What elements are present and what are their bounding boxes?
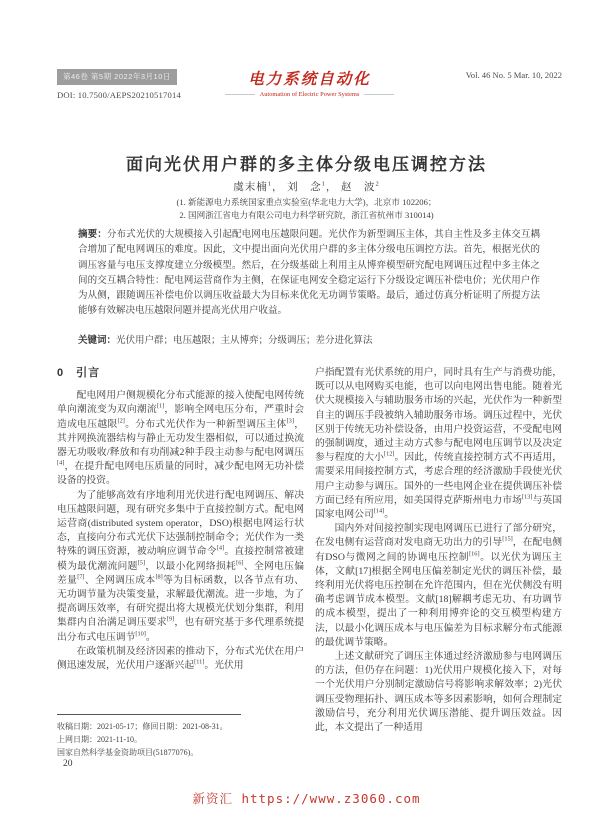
paper-title: 面向光伏用户群的多主体分级电压调控方法 [126, 155, 487, 174]
journal-logo [225, 66, 395, 98]
right-column [315, 366, 562, 758]
affiliations [0, 196, 613, 222]
paragraph: 在政策机制及经济因素的推动下，分布式光伏在用户侧迅速发展，光伏用户逐渐兴起[11]。光伏用 [57, 645, 304, 672]
issue-badge: 第46卷 第5期 2022年3月10日 [57, 69, 177, 85]
volume-info: Vol. 46 No. 5 Mar. 10, 2022 [465, 70, 562, 80]
journal-logo-en: Automation of Electric Power Systems [259, 91, 360, 98]
author-affiliation-marker: 2 [375, 180, 380, 188]
author-separator: ， [272, 182, 284, 193]
author-separator: ， [325, 182, 338, 193]
footnote-funding: 国家自然科学基金资助项目(51877076)。 [57, 748, 199, 757]
footnote-rule [57, 714, 241, 715]
footnote-online-date: 上网日期：2021-11-10。 [57, 735, 143, 744]
keywords-label: 关键词： [78, 335, 117, 346]
author-affiliation-marker: 1 [267, 180, 272, 188]
logo-rule-left [225, 94, 255, 95]
watermark-link[interactable]: 新资汇 https://www.z3060.com [192, 791, 421, 806]
section-heading-introduction: 0 引言 [57, 367, 101, 379]
journal-logo-cn: 电力系统自动化 [248, 71, 371, 88]
author-name: 刘 念$^1$ [287, 180, 326, 193]
body-columns [57, 366, 562, 758]
authors-line [0, 179, 613, 194]
abstract-label: 摘要： [78, 229, 107, 240]
header-left [57, 66, 225, 100]
paragraph: 户指配置有光伏系统的用户，同时具有生产与消费功能，既可以从电网购买电能，也可以向电网出售电能。随着光伏大规模接入与辅助服务市场的兴起，光伏作为一种新型自主的调压手段被纳入辅助服务市场。调压过程中，光伏区别于传统无功补偿设备，由用户投资运营，不受配电网的强制调度，通过主动方式参与配电网电压调节以及决定参与程度的大小[12]。因此，传统直接控制方式不再适用，需要采用间接控制方式，考虑合理的经济激励手段使光伏用户主动参与调压。国外的一些电网企业在提供调压补偿方面已经有所应用，如美国得克萨斯州电力市场[13]与英国国家电网公司[14]。 [315, 367, 562, 521]
author-name: 虞末楠$^1$ [233, 180, 272, 193]
paragraph: 配电网用户侧规模化分布式能源的接入使配电网传统单向潮流变为双向潮流[1]，影响全网电压分布，严重时会造成电压越限[2]。分布式光伏作为一种新型调压主体[3]，其并网换流器结构与静止无功发生器相似，可以通过换流器无功吸收/释放和有功削减2种手段主动参与配电网调压[4]，在提升配电网电压质量的同时，减少配电网无功补偿设备的投资。 [57, 390, 304, 487]
footnotes-block [57, 714, 307, 759]
paragraph: 国内外对间接控制实现电网调压已进行了部分研究，在发电侧有运营商对发电商无功出力的引导[15]，在配电侧有DSO与微网之间的协调电压控制[16]。以光伏为调压主体，文献[17]根据全网电压偏差制定光伏的调压补偿，最终利用光伏将电压控制在允许范围内，但在光伏侧没有明确考虑调节成本模型。文献[18]解耦考虑无功、有功调节的成本模型，提出了一种利用博弈论的交互模型构建方法，以最小化调压成本与电压偏差为目标求解分布式能源的最优调节策略。 [315, 523, 562, 648]
doi-text: DOI: 10.7500/AEPS20210517014 [57, 89, 182, 100]
keywords-text: 光伏用户群；电压越限；主从博弈；分级调压；差分进化算法 [116, 336, 373, 346]
page-number: 20 [63, 759, 73, 769]
paragraph: 上述文献研究了调压主体通过经济激励参与电网调压的方法，但仍存在问题：1)光伏用户规模化接入下，对每一个光伏用户分别制定激励信号将影响求解效率；2)光伏调压受物理拓扑、调压成本等多因素影响，如何合理制定激励信号，充分利用光伏调压潜能、提升调压效益。因此，本文提出了一种适用 [315, 651, 562, 734]
author-name: 赵 波$^2$ [341, 180, 380, 193]
page-header [57, 66, 562, 100]
watermark [0, 789, 613, 808]
author-affiliation-marker: 1 [321, 180, 326, 188]
keywords-block [78, 333, 540, 349]
affiliation-line-2: 2. 国网浙江省电力有限公司电力科学研究院，浙江省杭州市 310014) [179, 210, 434, 220]
abstract-block [78, 227, 540, 320]
abstract-text: 分布式光伏的大规模接入引起配电网电压越限问题。光伏作为新型调压主体，其自主性及多主体交互耦合增加了配电网调压的难度。因此，文中提出面向光伏用户群的多主体分级电压调控方法。首先，根据光伏的调压容量与电压支撑度建立分级模型。然后，在分级基础上利用主从博弈模型研究配电网调压过程中多主体之间的交互耦合特性：配电网运营商作为主侧，在保证电网安全稳定运行下分级设定调压补偿电价；光伏用户作为从侧，跟随调压补偿电价以调压收益最大为目标来优化无功调节策略。最后，通过仿真分析证明了所提方法能够有效解决电压越限问题并提高光伏用户收益。 [78, 230, 540, 317]
footnote-received-date: 收稿日期：2021-05-17；修回日期：2021-08-31。 [57, 722, 228, 731]
left-column [57, 366, 304, 712]
paragraph: 为了能够高效有序地利用光伏进行配电网调压、解决电压越限问题，现有研究多集中于直接控制方式。配电网运营商(distributed system operator，DSO)根据电网运行状态，直接向分布式光伏下达强制控制命令；光伏作为一类特殊的调压资源，被动响应调节命令[4]。直接控制常被建模为最优潮流问题[5]，以最小化网络损耗[6]、全网电压偏差量[7]、全网调压成本[8]等为目标函数，以各节点有功、无功调节量为决策变量，求解最优潮流。进一步地，为了提高调压效率，有研究提出将大规模光伏划分集群，利用集群内自治满足调压要求[9]，也有研究基于多代理系统提出分布式电压调节[10]。 [57, 489, 304, 643]
affiliation-line-1: (1. 新能源电力系统国家重点实验室(华北电力大学)，北京市 102206； [176, 197, 437, 207]
logo-rule-right [364, 94, 394, 95]
